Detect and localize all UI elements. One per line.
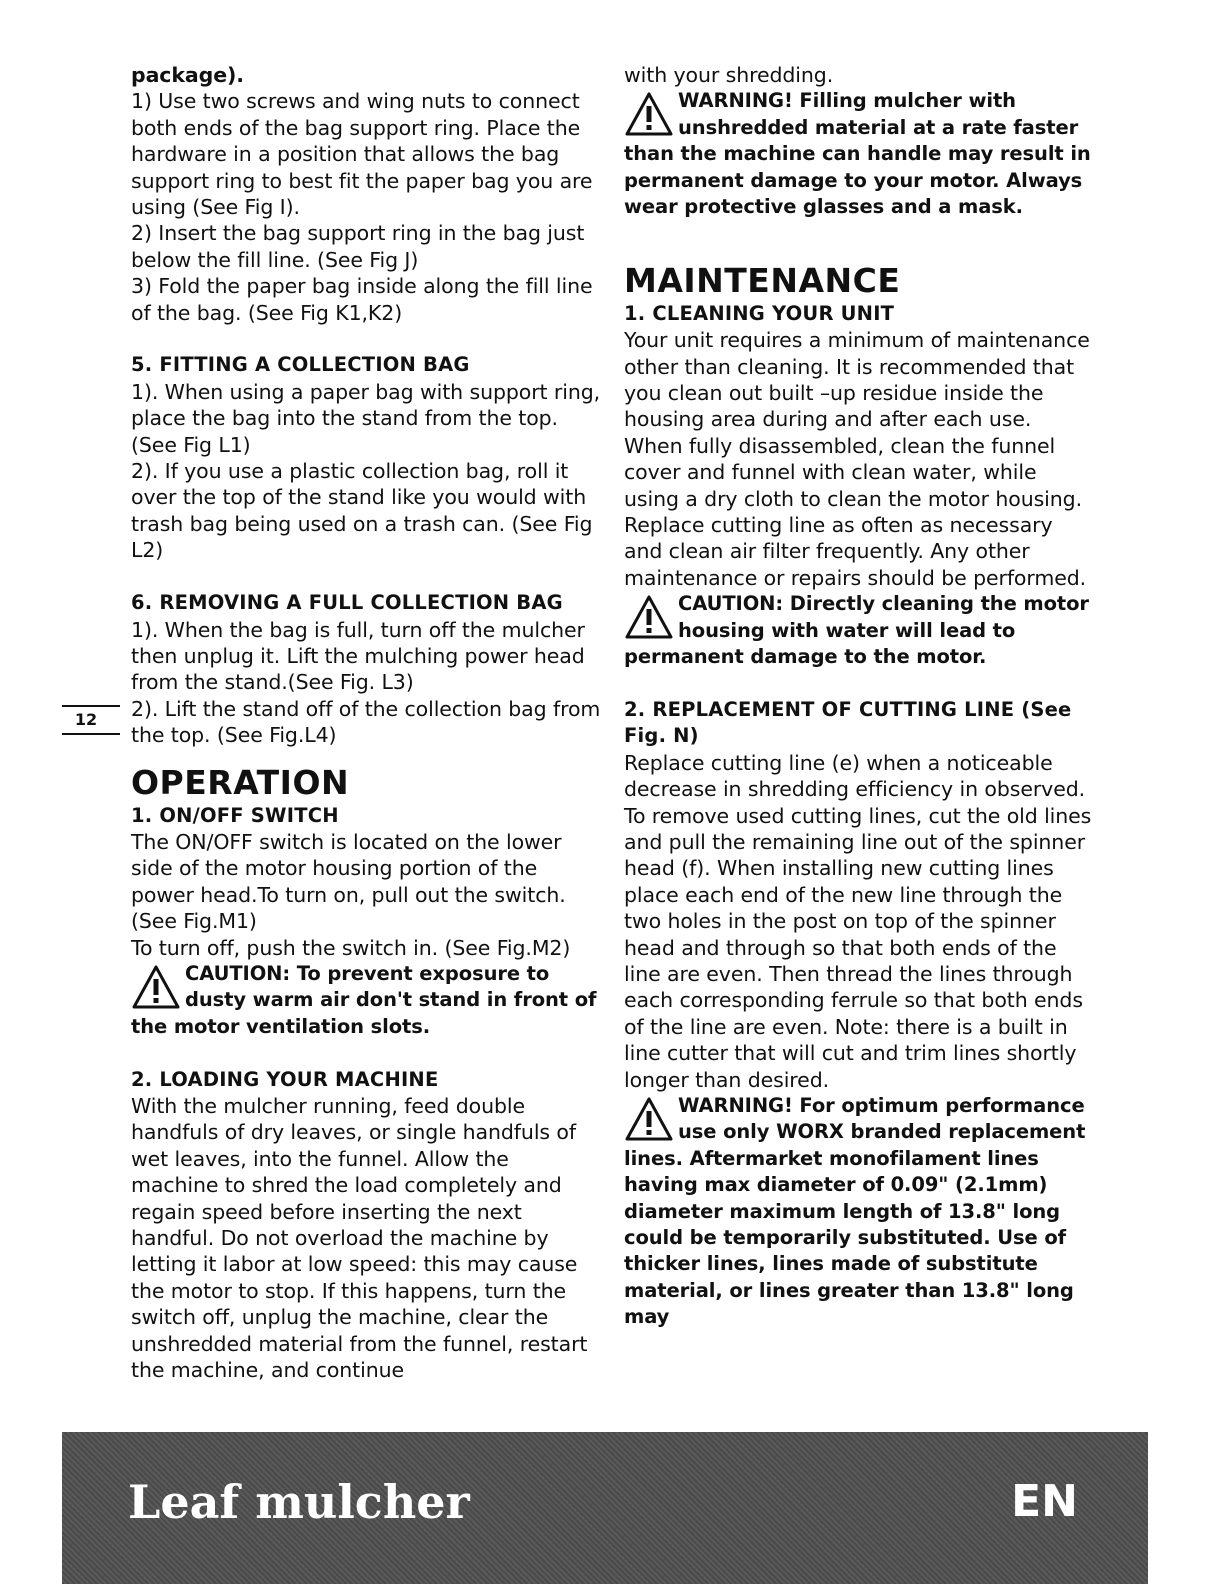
warning-block-filling bbox=[624, 88, 1094, 220]
replacement-cutting-line-text: Replace cutting line (e) when a noticeable decrease in shredding efficiency in observed. To remove used cutting lines, cut the old lines and pull the remaining line out of the spinner head (f). When installing new cutting lines place each end of the new line through the two holes in the post on top of the spinner head and through so that both ends of the line are even. Then thread the lines through each corresponding ferrule so that both ends of the line are even. Note: there is a built in line cutter that will cut and trim lines shortly longer than desired. bbox=[624, 750, 1092, 1092]
warning-text-lines: WARNING! For optimum performance use only WORX branded replacement lines. Aftermarket monofilament lines having max diameter of 0.09" (2.1mm) diameter maximum length of 13.8" long could be temporarily substituted. Use of thicker lines, lines made of substitute material, or lines greater than 13.8" long may bbox=[624, 1094, 1086, 1329]
loading-machine-title: 2. LOADING YOUR MACHINE bbox=[131, 1067, 439, 1091]
right-column bbox=[624, 62, 1094, 1331]
loading-machine-text: With the mulcher running, feed double handfuls of dry leaves, or single handfuls of wet leaves, into the funnel. Allow the machine to shred the load completely and regain speed before inserting the next handful. Do not overload the machine by letting it labor at low speed: this may cause the motor to stop. If this happens, turn the switch off, unplug the machine, clear the unshredded material from the funnel, restart the machine, and continue bbox=[131, 1093, 588, 1383]
section-5-step-2: 2). If you use a plastic collection bag, roll it over the top of the stand like you would with trash bag being used on a trash can. (See Fig L2) bbox=[131, 459, 593, 563]
section-6-step-1: 1). When the bag is full, turn off the mulcher then unplug it. Lift the mulching power head from the stand.(See Fig. L3) bbox=[131, 617, 585, 695]
left-column bbox=[131, 62, 601, 1383]
caution-block-cleaning bbox=[624, 591, 1094, 670]
on-off-switch-title: 1. ON/OFF SWITCH bbox=[131, 803, 339, 827]
warning-triangle-icon bbox=[624, 1095, 674, 1145]
page-number-marker bbox=[62, 705, 122, 735]
footer-title: Leaf mulcher bbox=[128, 1475, 470, 1529]
section-5-title: 5. FITTING A COLLECTION BAG bbox=[131, 353, 470, 377]
footer-banner bbox=[62, 1432, 1148, 1584]
intro-step-2: 2) Insert the bag support ring in the bag just below the fill line. (See Fig J) bbox=[131, 221, 585, 272]
continued-text: with your shredding. bbox=[624, 63, 834, 87]
operation-title: OPERATION bbox=[131, 762, 350, 802]
warning-triangle-icon bbox=[624, 90, 674, 140]
footer-language: EN bbox=[1011, 1476, 1078, 1527]
replacement-cutting-line-title: 2. REPLACEMENT OF CUTTING LINE (See Fig. N) bbox=[624, 697, 1072, 748]
caution-block-operation bbox=[131, 961, 601, 1040]
on-off-switch-text-2: To turn off, push the switch in. (See Fig.M2) bbox=[131, 935, 571, 960]
on-off-switch-text: The ON/OFF switch is located on the lower side of the motor housing portion of the power head.To turn on, pull out the switch. (See Fig.M1) bbox=[131, 829, 566, 934]
warning-text-filling: WARNING! Filling mulcher with unshredded material at a rate faster than the machine can handle may result in permanent damage to your motor. Always wear protective glasses and a mask. bbox=[624, 89, 1091, 219]
caution-text-cleaning: CAUTION: Directly cleaning the motor housing with water will lead to permanent damage to the motor. bbox=[624, 592, 1089, 669]
section-5-step-1: 1). When using a paper bag with support ring, place the bag into the stand from the top. (See Fig L1) bbox=[131, 379, 601, 457]
warning-block-lines bbox=[624, 1093, 1094, 1331]
cleaning-unit-text: Your unit requires a minimum of maintenance other than cleaning. It is recommended that you clean out built –up residue inside the housing area during and after each use. When fully disassembled, clean the funnel cover and funnel with clean water, while using a dry cloth to clean the motor housing. Replace cutting line as often as necessary and clean air filter frequently. Any other maintenance or repairs should be performed. bbox=[624, 328, 1090, 590]
intro-step-1: 1) Use two screws and wing nuts to connect both ends of the bag support ring. Place the hardware in a position that allows the bag support ring to best fit the paper bag you are using (See Fig I). bbox=[131, 89, 593, 220]
page-number-rule-bottom bbox=[62, 733, 120, 735]
warning-triangle-icon bbox=[131, 963, 181, 1013]
cleaning-unit-title: 1. CLEANING YOUR UNIT bbox=[624, 301, 895, 325]
maintenance-title: MAINTENANCE bbox=[624, 260, 901, 300]
intro-step-3: 3) Fold the paper bag inside along the fill line of the bag. (See Fig K1,K2) bbox=[131, 274, 593, 325]
page-number: 12 bbox=[74, 710, 98, 729]
section-6-title: 6. REMOVING A FULL COLLECTION BAG bbox=[131, 591, 563, 615]
warning-triangle-icon bbox=[624, 593, 674, 643]
section-6-step-2: 2). Lift the stand off of the collection bag from the top. (See Fig.L4) bbox=[131, 696, 601, 748]
intro-tail: package). bbox=[131, 63, 244, 87]
caution-text-operation: CAUTION: To prevent exposure to dusty warm air don't stand in front of the motor ventilation slots. bbox=[131, 961, 597, 1038]
